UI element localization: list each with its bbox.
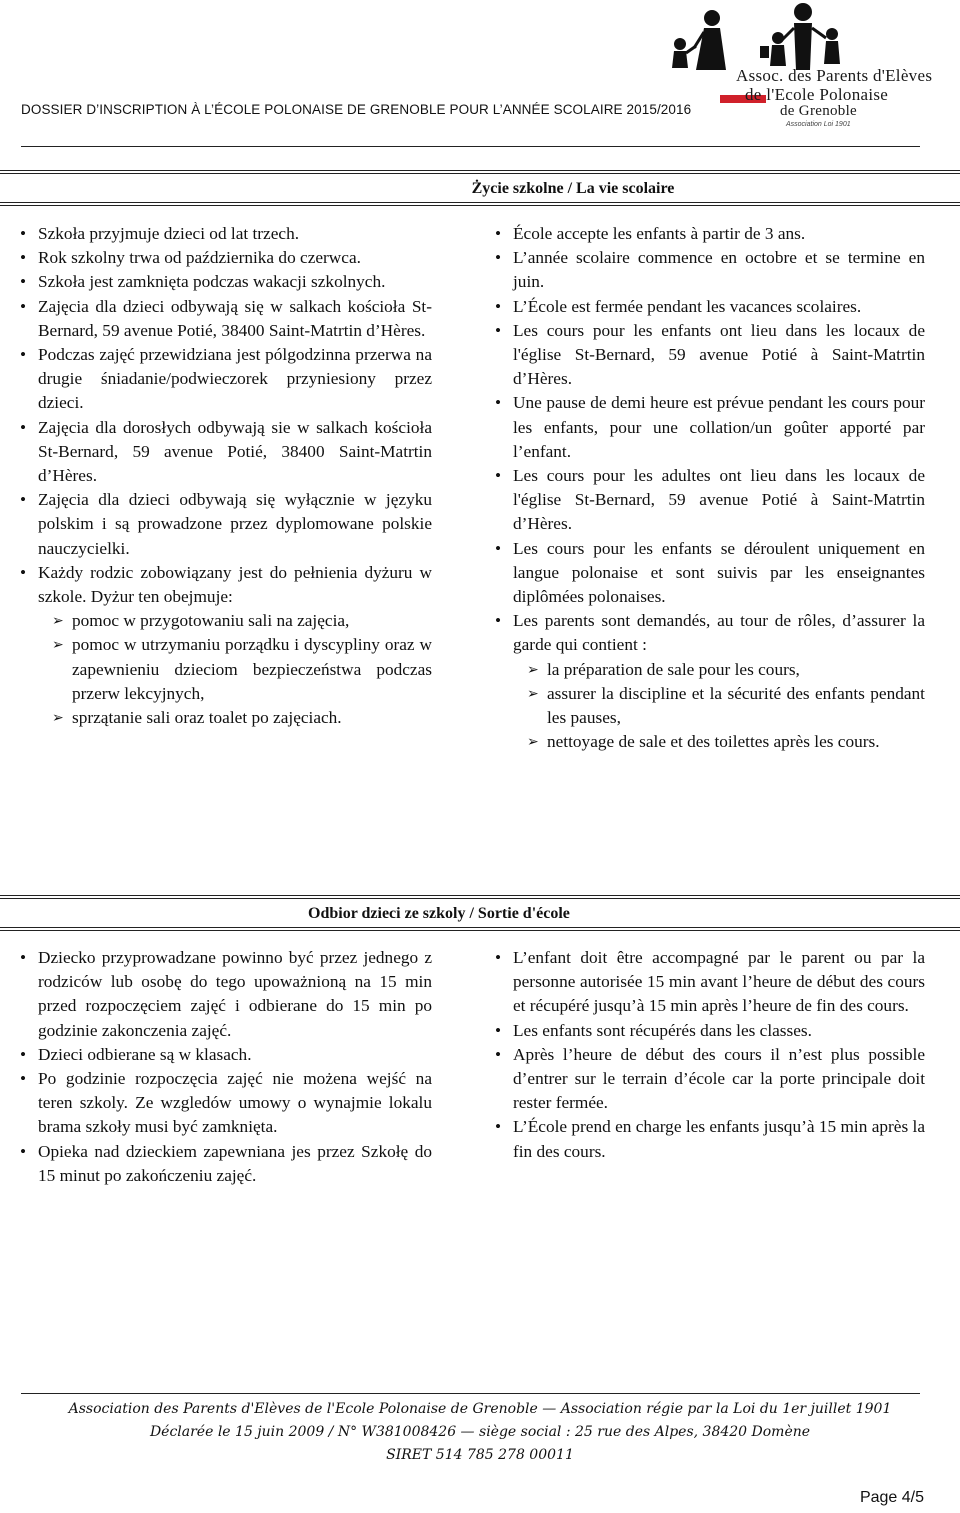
list-item: • Każdy rodzic zobowiązany jest do pełnienia dyżuru w szkole. Dyżur ten obejmuje: xyxy=(18,561,432,609)
association-logo xyxy=(660,0,960,140)
school-life-polish-column xyxy=(18,222,432,730)
list-item: • L’École est fermée pendant les vacances scolaires. xyxy=(493,295,925,319)
sub-list-item: ➢ pomoc w utrzymaniu porządku i dyscypliny oraz w zapewnieniu dzieciom bezpieczeństwa podczas przerw lekcyjnych, xyxy=(52,633,432,706)
logo-text-line-1: Assoc. des Parents d'Elèves xyxy=(736,66,933,85)
footer-siret-line: SIRET 514 785 278 00011 xyxy=(386,1447,574,1463)
list-item: • L’École prend en charge les enfants jusqu’à 15 min après la fin des cours. xyxy=(493,1115,925,1163)
logo-text-line-2: de l'Ecole Polonaise xyxy=(745,85,889,104)
footer-registration-line: Déclarée le 15 juin 2009 / N° W381008426 — siège social : 25 rue des Alpes, 38420 Domène xyxy=(149,1424,811,1440)
section-heading-pickup xyxy=(0,895,960,931)
logo-text-line-3: de Grenoble xyxy=(780,103,858,119)
sub-list-item: ➢ sprzątanie sali oraz toalet po zajęciach. xyxy=(52,706,432,730)
list-item: • Zajęcia dla dzieci odbywają się wyłącznie w języku polskim i są prowadzone przez dyplomowane polskie nauczycielki. xyxy=(18,488,432,561)
header-divider xyxy=(21,146,920,147)
list-item: • Opieka nad dzieckiem zapewniana jes przez Szkołę do 15 minut po zakończeniu zajęć. xyxy=(18,1140,432,1188)
list-item: • L’année scolaire commence en octobre et se termine en juin. xyxy=(493,246,925,294)
list-item: • Les parents sont demandés, au tour de rôles, d’assurer la garde qui contient : xyxy=(493,609,925,657)
document-header-title: DOSSIER D’INSCRIPTION À L’ÉCOLE POLONAISE DE GRENOBLE POUR L’ANNÉE SCOLAIRE 2015/2016 xyxy=(21,102,692,117)
sub-list-item: ➢ nettoyage de sale et des toilettes après les cours. xyxy=(527,730,925,754)
school-life-french-column xyxy=(493,222,925,754)
footer-association-line: Association des Parents d'Elèves de l'Ecole Polonaise de Grenoble — Association régie par la Loi du 1er juillet 1901 xyxy=(68,1401,892,1417)
list-item: • Après l’heure de début des cours il n’est plus possible d’entrer sur le terrain d’école car la porte principale doit rester fermée. xyxy=(493,1043,925,1116)
list-item: • Szkoła przyjmuje dzieci od lat trzech. xyxy=(18,222,432,246)
section-title: Życie szkolne / La vie scolaire xyxy=(471,180,675,197)
footer-divider xyxy=(21,1393,920,1394)
list-item: • Po godzinie rozpoczęcia zajęć nie możena wejść na teren szkoly. Ze wzgledów umowy o wynajmie lokalu brama szkoły musi być zamknięta. xyxy=(18,1067,432,1140)
pickup-french-column xyxy=(493,946,925,1164)
sub-list-item: ➢ pomoc w przygotowaniu sali na zajęcia, xyxy=(52,609,432,633)
list-item: • Podczas zajęć przewidziana jest pólgodzinna przerwa na drugie śniadanie/podwieczorek przyniesiony przez dzieci. xyxy=(18,343,432,416)
list-item: • Zajęcia dla dzieci odbywają się w salkach kościoła St-Bernard, 59 avenue Potié, 38400 Saint-Matrtin d’Hères. xyxy=(18,295,432,343)
list-item: • Zajęcia dla dorosłych odbywają sie w salkach kościoła St-Bernard, 59 avenue Potié, 38400 Saint-Matrtin d’Hères. xyxy=(18,416,432,489)
list-item: • Les cours pour les enfants se déroulent uniquement en langue polonaise et sont suivis par les enseignantes diplômées polonaises. xyxy=(493,537,925,610)
list-item: • Les enfants sont récupérés dans les classes. xyxy=(493,1019,925,1043)
list-item: • École accepte les enfants à partir de 3 ans. xyxy=(493,222,925,246)
logo-text-line-4: Association Loi 1901 xyxy=(786,121,851,128)
section-heading-school-life xyxy=(0,170,960,206)
sub-list-item: ➢ la préparation de sale pour les cours, xyxy=(527,658,925,682)
page-number: Page 4/5 xyxy=(859,1489,924,1506)
list-item: • Szkoła jest zamknięta podczas wakacji szkolnych. xyxy=(18,270,432,294)
pickup-polish-column xyxy=(18,946,432,1188)
list-item: • Les cours pour les adultes ont lieu dans les locaux de l'église St-Bernard, 59 avenue Potié à Saint-Matrtin d’Hères. xyxy=(493,464,925,537)
family-silhouette-icon xyxy=(660,0,960,70)
list-item: • Une pause de demi heure est prévue pendant les cours pour les enfants, pour une collation/un goûter apporté par l’enfant. xyxy=(493,391,925,464)
sub-list-item: ➢ assurer la discipline et la sécurité des enfants pendant les pauses, xyxy=(527,682,925,730)
list-item: • L’enfant doit être accompagné par le parent ou par la personne autorisée 15 min avant l’heure de début des cours et récupéré jusqu’à 15 min après l’heure de fin des cours. xyxy=(493,946,925,1019)
list-item: • Rok szkolny trwa od października do czerwca. xyxy=(18,246,432,270)
list-item: • Les cours pour les enfants ont lieu dans les locaux de l'église St-Bernard, 59 avenue Potié à Saint-Matrtin d’Hères. xyxy=(493,319,925,392)
section-title: Odbior dzieci ze szkoly / Sortie d'école xyxy=(308,905,570,922)
list-item: • Dzieci odbierane są w klasach. xyxy=(18,1043,432,1067)
list-item: • Dziecko przyprowadzane powinno być przez jednego z rodziców lub osobę do tego upoważnioną na 15 min przed rozpoczęciem zajęć i odbierane do 15 min po godzinie zakonczenia zajęć. xyxy=(18,946,432,1043)
